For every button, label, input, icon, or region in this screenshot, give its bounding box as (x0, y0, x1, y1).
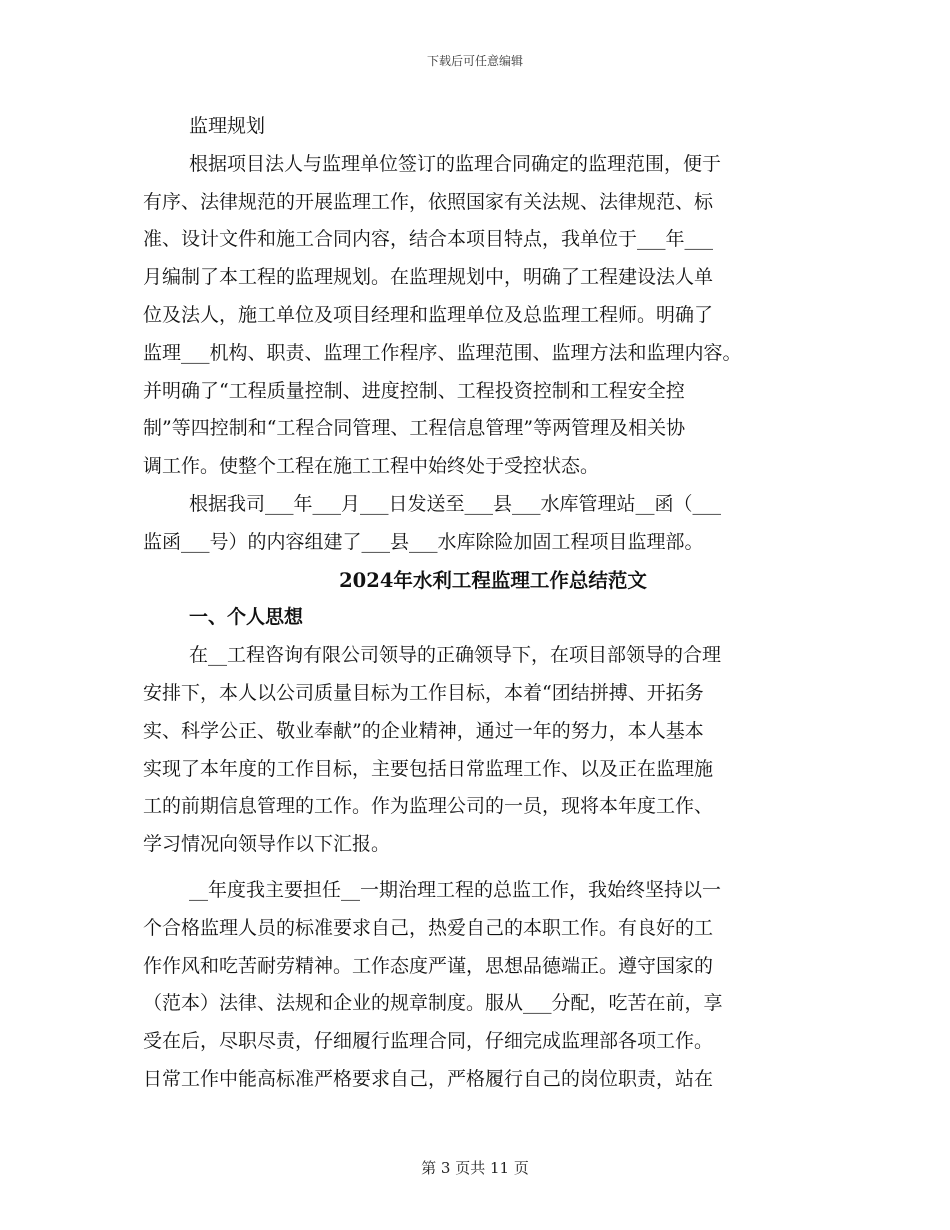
text-line: 准、设计文件和施工合同内容，结合本项目特点，我单位于___年___ (143, 228, 714, 251)
text-line: 在__工程咨询有限公司领导的正确领导下，在项目部领导的合理 (189, 644, 722, 667)
page-footer: 第 3 页共 11 页 (421, 1159, 529, 1177)
text-line: 个合格监理人员的标准要求自己，热爱自己的本职工作。有良好的工 (143, 916, 714, 939)
section-label (143, 108, 843, 146)
text-line: 作作风和吃苦耐劳精神。工作态度严谨，思想品德端正。遵守国家的 (143, 954, 714, 977)
text-line: 实现了本年度的工作目标，主要包括日常监理工作、以及正在监理施 (143, 757, 714, 780)
paragraph-setup (143, 486, 843, 562)
text-line: 根据我司___年___月___日发送至___县___水库管理站__函（___ (189, 492, 722, 515)
text-line: （范本）法律、法规和企业的规章制度。服从___分配，吃苦在前，享 (143, 992, 723, 1015)
text-line: 有序、法律规范的开展监理工作，依照国家有关法规、法律规范、标 (143, 190, 714, 213)
document-body (143, 108, 843, 1099)
section-heading (143, 599, 843, 637)
document-title (143, 562, 843, 600)
text-line: 调工作。使整个工程在施工工程中始终处于受控状态。 (143, 455, 600, 478)
title-text: 2024年水利工程监理工作总结范文 (339, 568, 647, 592)
text-line: 安排下，本人以公司质量目标为工作目标，本着“团结拼搏、开拓务 (143, 681, 704, 704)
text-line: 监函___号）的内容组建了___县___水库除险加固工程项目监理部。 (143, 530, 704, 553)
page-header: 下载后可任意编辑 (426, 54, 523, 68)
text-line: 实、科学公正、敬业奉献”的企业精神，通过一年的努力，本人基本 (143, 719, 704, 742)
text-line: 并明确了“工程质量控制、进度控制、工程投资控制和工程安全控 (143, 379, 685, 402)
text-line: 监理规划 (189, 115, 266, 137)
paragraph-duties (143, 872, 843, 1099)
text-line: 月编制了本工程的监理规划。在监理规划中，明确了工程建设法人单 (143, 266, 714, 289)
text-line: 根据项目法人与监理单位签订的监理合同确定的监理范围，便于 (189, 152, 722, 175)
text-line: 位及法人，施工单位及项目经理和监理单位及总监理工程师。明确了 (143, 303, 714, 326)
text-line: 受在后，尽职尽责，仔细履行监理合同，仔细完成监理部各项工作。 (143, 1030, 714, 1053)
paragraph-planning (143, 146, 843, 486)
heading-text: 一、个人思想 (189, 606, 304, 629)
text-line: 制”等四控制和“工程合同管理、工程信息管理”等两管理及相关协 (143, 417, 686, 440)
text-line: 学习情况向领导作以下汇报。 (143, 833, 391, 856)
text-line: 工的前期信息管理的工作。作为监理公司的一员，现将本年度工作、 (143, 795, 714, 818)
text-line: 日常工作中能高标准严格要求自己，严格履行自己的岗位职责，站在 (143, 1067, 714, 1090)
text-line: 监理___机构、职责、监理工作程序、监理范围、监理方法和监理内容。 (143, 341, 742, 364)
paragraph-summary (143, 637, 843, 864)
text-line: __年度我主要担任__一期治理工程的总监工作，我始终坚持以一 (189, 878, 722, 901)
